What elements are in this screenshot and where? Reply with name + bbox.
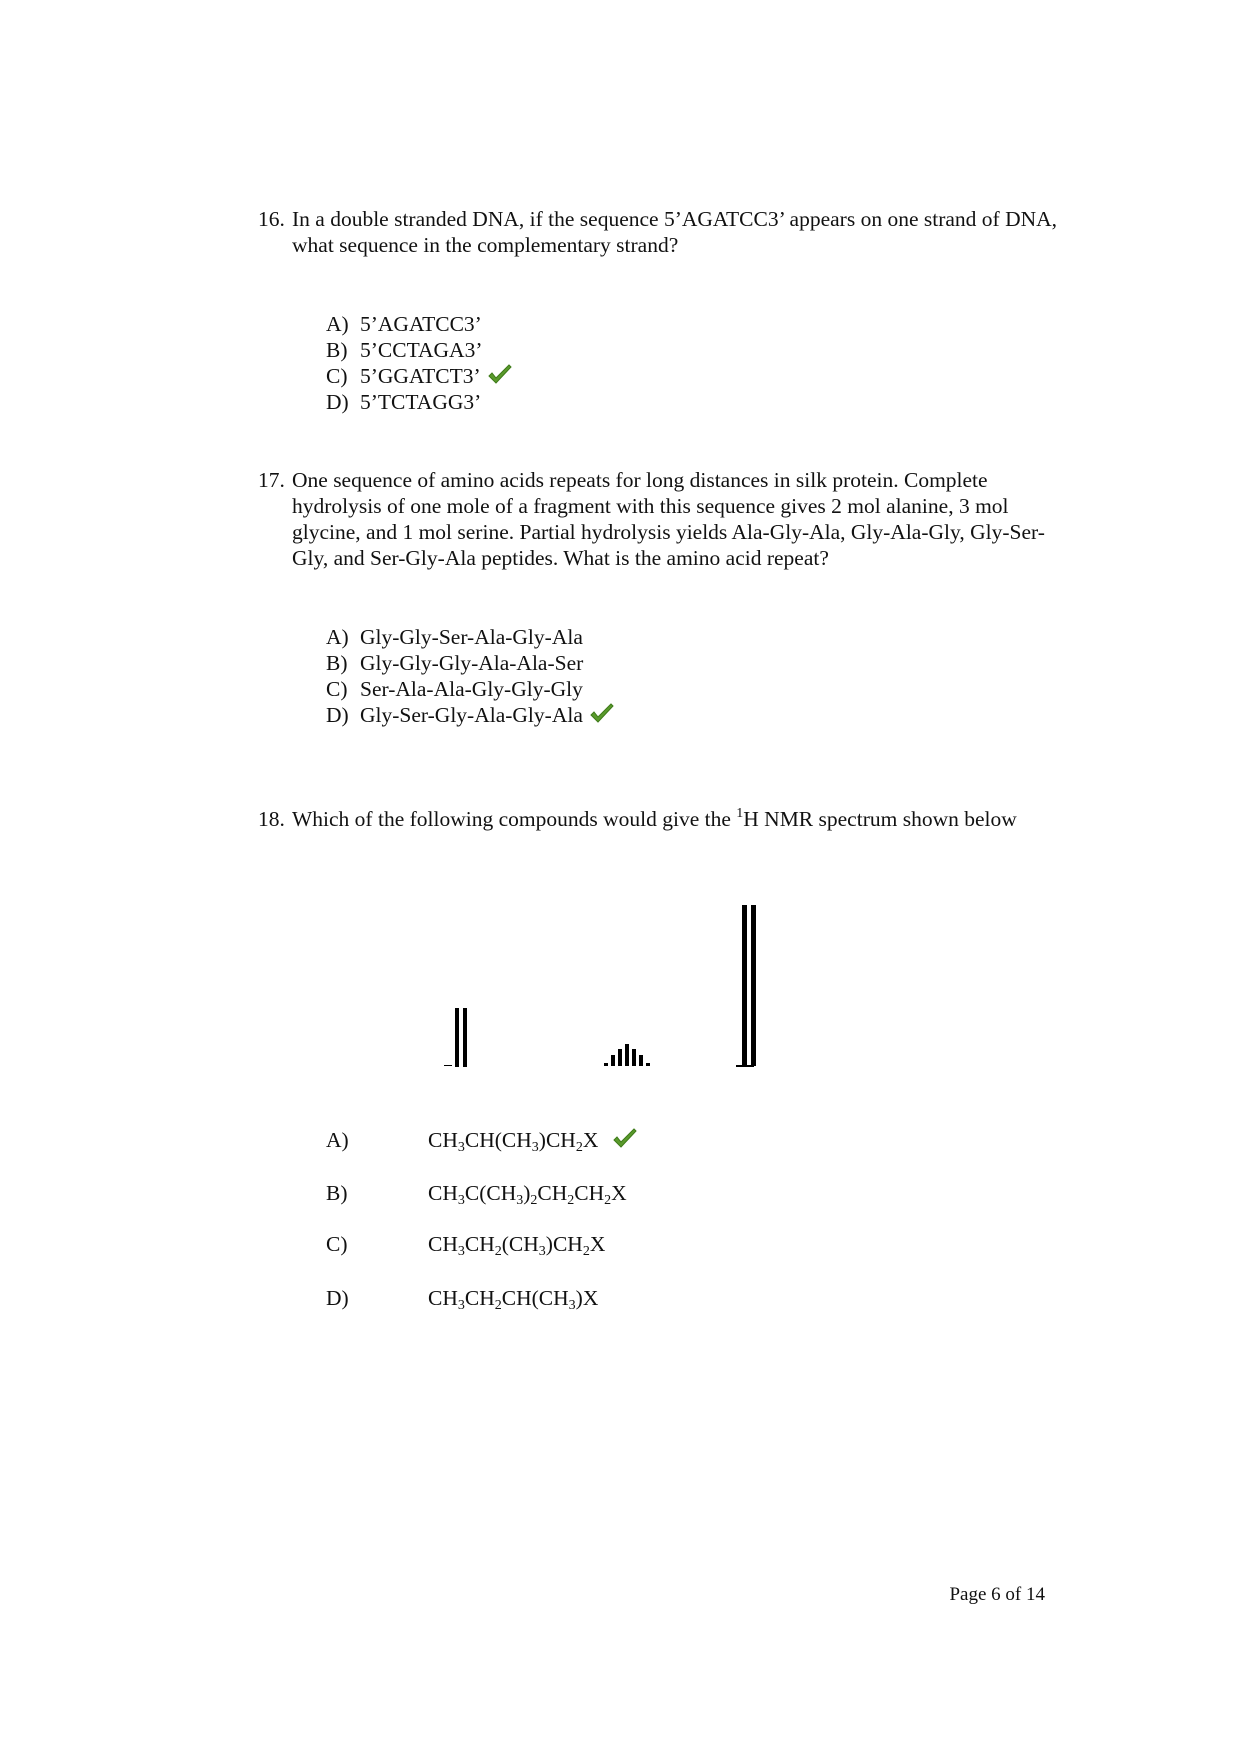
q18-option-c-formula: $CH_3CH_2(CH_3)CH_2X$ bbox=[428, 1232, 606, 1259]
q16-option-a bbox=[326, 311, 482, 337]
checkmark-icon bbox=[589, 703, 615, 725]
q17-option-b bbox=[326, 650, 583, 676]
nmr-peak bbox=[639, 1055, 643, 1066]
option-label: D) bbox=[326, 703, 349, 727]
q18-option-c-label: C) bbox=[326, 1232, 348, 1256]
question-18-text-end: H NMR spectrum shown below bbox=[743, 807, 1017, 831]
nmr-peak bbox=[751, 905, 756, 1066]
question-18-text bbox=[292, 806, 1022, 832]
q16-option-b bbox=[326, 337, 483, 363]
option-text: 5’TCTAGG3’ bbox=[360, 390, 482, 414]
nmr-spectrum bbox=[440, 900, 780, 1070]
question-18-text-start: Which of the following compounds would give the bbox=[292, 807, 737, 831]
nmr-peak bbox=[463, 1008, 467, 1067]
question-16-text: In a double stranded DNA, if the sequence 5’AGATCC3’ appears on one strand of DNA, what sequence in the complementary strand? bbox=[292, 207, 1058, 257]
q18-option-b-formula: $CH_3C(CH_3)_2CH_2CH_2X$ bbox=[428, 1181, 627, 1208]
option-text: Gly-Gly-Gly-Ala-Ala-Ser bbox=[360, 651, 584, 675]
option-label: C) bbox=[326, 677, 348, 701]
checkmark-icon bbox=[487, 364, 513, 386]
q17-option-d bbox=[326, 702, 615, 728]
option-label: A) bbox=[326, 312, 349, 336]
q18-option-b-label: B) bbox=[326, 1181, 348, 1205]
option-text: Ser-Ala-Ala-Gly-Gly-Gly bbox=[360, 677, 583, 701]
option-text: 5’AGATCC3’ bbox=[360, 312, 482, 336]
q16-option-c bbox=[326, 363, 513, 389]
nmr-peak bbox=[618, 1049, 622, 1066]
question-18-number: 18. bbox=[258, 807, 285, 831]
baseline-segment bbox=[444, 1065, 452, 1066]
question-16-number: 16. bbox=[258, 207, 285, 231]
q16-option-d bbox=[326, 389, 481, 415]
option-label: B) bbox=[326, 338, 348, 362]
nmr-superscript: 1 bbox=[736, 806, 744, 821]
option-text: Gly-Gly-Ser-Ala-Gly-Ala bbox=[360, 625, 583, 649]
nmr-peak bbox=[632, 1049, 636, 1066]
option-label: B) bbox=[326, 651, 348, 675]
checkmark-icon bbox=[612, 1128, 638, 1150]
nmr-peak bbox=[646, 1063, 650, 1066]
option-label: A) bbox=[326, 625, 349, 649]
page-number: Page 6 of 14 bbox=[949, 1584, 1045, 1605]
question-17-number: 17. bbox=[258, 468, 285, 492]
option-label: D) bbox=[326, 390, 349, 414]
option-text: 5’CCTAGA3’ bbox=[360, 338, 483, 362]
q17-option-a bbox=[326, 624, 583, 650]
question-17-text: One sequence of amino acids repeats for long distances in silk protein. Complete hydrolysis of one mole of a fragment with this sequence gives 2 mol alanine, 3 mol glycine, and 1 mol serine. Partial hydrolysis yields Ala-Gly-Ala, Gly-Ala-Gly, Gly-Ser-Gly, and Ser-Gly-Ala peptides. What is the amino acid repeat? bbox=[292, 468, 1045, 570]
option-label: C) bbox=[326, 364, 348, 388]
q18-option-d-label: D) bbox=[326, 1286, 349, 1310]
nmr-peak bbox=[625, 1044, 629, 1066]
q18-option-a-label: A) bbox=[326, 1128, 349, 1152]
nmr-peak bbox=[742, 905, 747, 1066]
q18-option-d-formula: $CH_3CH_2CH(CH_3)X$ bbox=[428, 1286, 599, 1313]
nmr-peak bbox=[455, 1008, 459, 1067]
nmr-peak bbox=[611, 1055, 615, 1066]
nmr-peak bbox=[604, 1063, 608, 1066]
q17-option-c bbox=[326, 676, 583, 702]
option-text: 5’GGATCT3’ bbox=[360, 364, 481, 388]
q18-option-a-formula: $CH_3CH(CH_3)CH_2X$ bbox=[428, 1127, 638, 1153]
option-text: Gly-Ser-Gly-Ala-Gly-Ala bbox=[360, 703, 583, 727]
